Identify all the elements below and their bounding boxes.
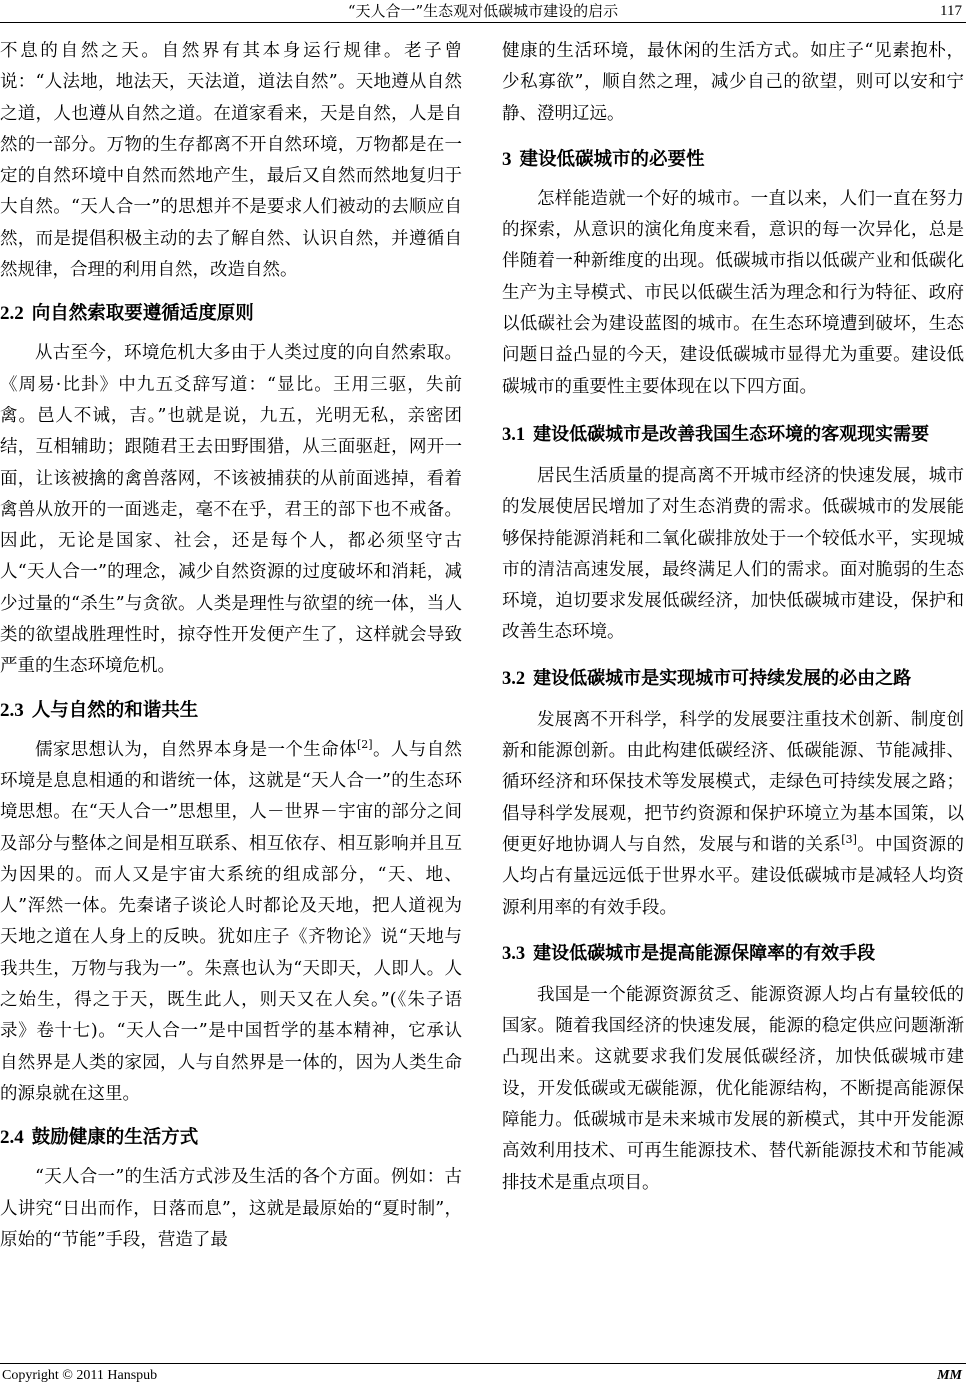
page-number: 117: [940, 3, 962, 19]
right-column: [502, 36, 964, 1199]
left-column: [0, 36, 462, 1256]
section-heading-3-3: [502, 938, 964, 970]
section-title: 建设低碳城市是提高能源保障率的有效手段: [533, 942, 876, 964]
section-heading-3-1: [502, 419, 964, 451]
section-heading-3: [502, 146, 964, 174]
section-number: 2.2: [0, 303, 24, 325]
section-title: 建设低碳城市的必要性: [519, 148, 705, 170]
section-heading-3-2: [502, 663, 964, 695]
section-title: 建设低碳城市是实现城市可持续发展的必由之路: [533, 667, 912, 689]
paragraph-2-3: [0, 735, 462, 1111]
section-number: 2.4: [0, 1127, 24, 1149]
citation-ref: [2]: [356, 737, 373, 751]
section-heading-2-4: [0, 1124, 462, 1152]
journal-abbrev: MM: [937, 1368, 962, 1383]
paragraph-3-2: [502, 705, 964, 924]
section-number: 3: [502, 148, 512, 170]
section-number: 3.2: [502, 668, 526, 689]
section-title: 向自然索取要遵循适度原则: [31, 303, 254, 325]
section-number: 3.3: [502, 943, 526, 964]
section-heading-2-2: [0, 300, 462, 328]
paragraph-text: 。人与自然环境是息息相通的和谐统一体，这就是“天人合一”的生态环境思想。在“天人合一”思想里，人－世界－宇宙的部分之间及部分与整体之间是相互联系、相互依存、相互影响并且互为因果的。而人又是宇宙大系统的组成部分，“天、地、人”浑然一体。先秦诸子谈论人时都论及天地，把人道视为天地之道在人身上的反映。犹如庄子《齐物论》说“天地与我共生，万物与我为一”。朱熹也认为“天即天，人即人。人之始生，得之于天，既生此人，则天又在人矣。”(《朱子语录》卷十七)。“天人合一”是中国哲学的基本精神，它承认自然界是人类的家园，人与自然界是一体的，因为人类生命的源泉就在这里。: [0, 739, 462, 1104]
header-rule: [0, 22, 966, 23]
paragraph-3-1: 居民生活质量的提高离不开城市经济的快速发展，城市的发展使居民增加了对生态消费的需求。低碳城市的发展能够保持能源消耗和二氧化碳排放处于一个较低水平，实现城市的清洁高速发展，最终满足人们的需求。面对脆弱的生态环境，迫切要求发展低碳经济，加快低碳城市建设，保护和改善生态环境。: [502, 465, 964, 643]
paragraph-text: 。中国资源的人均占有量远远低于世界水平。建设低碳城市是减轻人均资源利用率的有效手段。: [502, 834, 965, 918]
paragraph-3-3: 我国是一个能源资源贫乏、能源资源人均占有量较低的国家。随着我国经济的快速发展，能源的稳定供应问题渐渐凸现出来。这就要求我们发展低碳经济，加快低碳城市建设，开发低碳或无碳能源，优化能源结构，不断提高能源保障能力。低碳城市是未来城市发展的新模式，其中开发能源高效利用技术、可再生能源技术、替代新能源技术和节能减排技术是重点项目。: [502, 984, 964, 1193]
paragraph-text: 儒家思想认为，自然界本身是一个生命体: [35, 739, 357, 760]
intro-paragraph: 不息的自然之天。自然界有其本身运行规律。老子曾说：“人法地，地法天，天法道，道法自然”。天地遵从自然之道，人也遵从自然之道。在道家看来，天是自然，人是自然的一部分。万物的生存都离不开自然环境，万物都是在一定的自然环境中自然而然地产生，最后又自然而然地复归于大自然。“天人合一”的思想并不是要求人们被动的去顺应自然，而是提倡积极主动的去了解自然、认识自然，并遵循自然规律，合理的利用自然，改造自然。: [0, 41, 462, 281]
paragraph-2-2: 从古至今，环境危机大多由于人类过度的向自然索取。《周易·比卦》中九五爻辞写道：“显比。王用三驱，失前禽。邑人不诫，吉。”也就是说，九五，光明无私，亲密团结，互相辅助；跟随君王去田野围猎，从三面驱赶，网开一面，让该被擒的禽兽落网，不该被捕获的从前面逃掉，看着禽兽从放开的一面逃走，毫不在乎，君王的部下也不戒备。因此，无论是国家、社会，还是每个人，都必须坚守古人“天人合一”的理念，减少自然资源的过度破坏和消耗，减少过量的“杀生”与贪欲。人类是理性与欲望的统一体，当人类的欲望战胜理性时，掠夺性开发便产生了，这样就会导致严重的生态环境危机。: [0, 343, 462, 677]
paragraph-3: 怎样能造就一个好的城市。一直以来，人们一直在努力的探索，从意识的演化角度来看，意识的每一次异化，总是伴随着一种新维度的出现。低碳城市指以低碳产业和低碳化生产为主导模式、市民以低碳生活为理念和行为特征、政府以低碳社会为建设蓝图的城市。在生态环境遭到破坏，生态问题日益凸显的今天，建设低碳城市显得尤为重要。建设低碳城市的重要性主要体现在以下四方面。: [502, 188, 964, 397]
footer-rule: [0, 1363, 966, 1364]
page-header: [0, 0, 966, 22]
section-number: 2.3: [0, 699, 24, 721]
section-number: 3.1: [502, 424, 526, 445]
section-title: 建设低碳城市是改善我国生态环境的客观现实需要: [533, 423, 930, 445]
page-footer: [0, 1363, 966, 1386]
copyright-notice: Copyright © 2011 Hanspub: [2, 1368, 158, 1383]
section-title: 鼓励健康的生活方式: [31, 1127, 199, 1149]
citation-ref: [3]: [841, 833, 857, 847]
paragraph-text: 发展离不开科学，科学的发展要注重技术创新、制度创新和能源创新。由此构建低碳经济、低碳能源、节能减排、循环经济和环保技术等发展模式，走绿色可持续发展之路；倡导科学发展观，把节约资源和保护环境立为基本国策，以便更好地协调人与自然，发展与和谐的关系: [502, 709, 964, 855]
paragraph-2-4: “天人合一”的生活方式涉及生活的各个方面。例如：古人讲究“日出而作，日落而息”，这就是最原始的“夏时制”，原始的“节能”手段，营造了最: [0, 1167, 462, 1250]
continued-paragraph: 健康的生活环境，最休闲的生活方式。如庄子“见素抱朴，少私寡欲”，顺自然之理，减少自己的欲望，则可以安和宁静、澄明辽远。: [502, 41, 964, 124]
section-title: 人与自然的和谐共生: [31, 699, 199, 721]
running-title: “天人合一”生态观对低碳城市建设的启示: [347, 2, 619, 20]
section-heading-2-3: [0, 697, 462, 725]
